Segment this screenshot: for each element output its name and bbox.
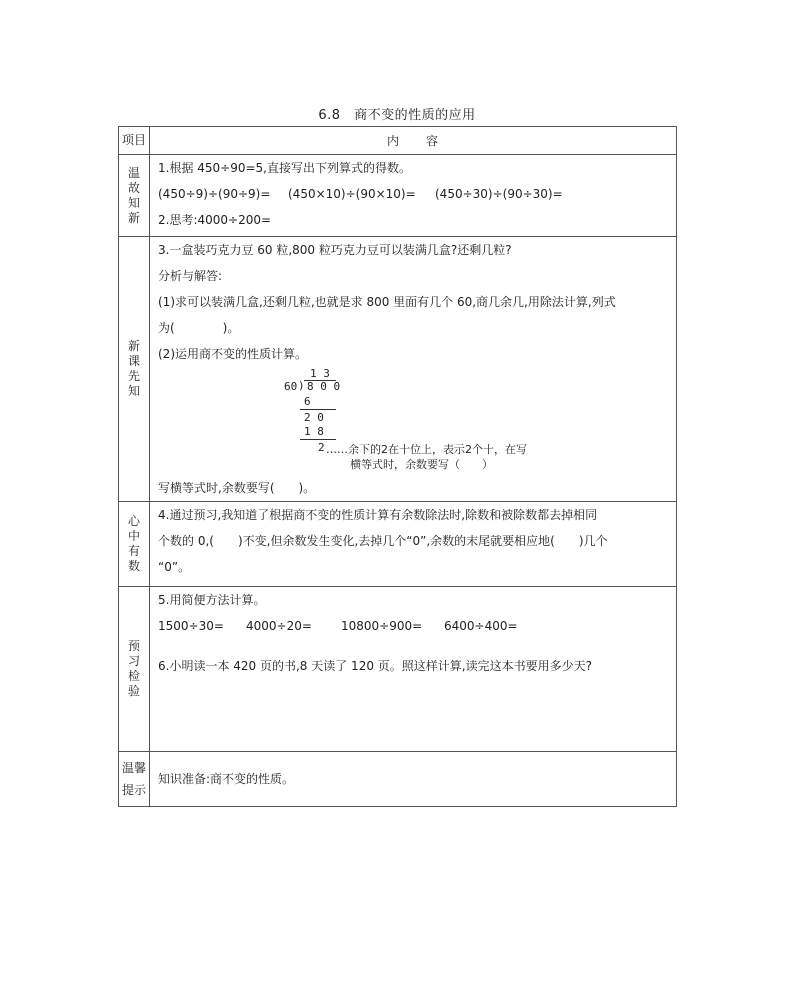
section-content-mind xyxy=(150,502,677,587)
division-divisor: 60 xyxy=(284,380,298,393)
long-division xyxy=(158,367,668,475)
section-content-tip xyxy=(150,752,677,807)
division-step-1: 6 xyxy=(304,395,311,408)
section-label-tip: 温馨提示 xyxy=(119,752,150,807)
worksheet-table xyxy=(118,126,677,807)
expression-3: (450÷30)÷(90÷30)= xyxy=(435,187,563,201)
answer-space-5 xyxy=(158,639,668,653)
tip-text: 知识准备:商不变的性质。 xyxy=(158,772,295,786)
section-content-check xyxy=(150,587,677,752)
section-label-new-lesson: 新课先知 xyxy=(119,237,150,502)
question-1-expressions xyxy=(158,181,668,207)
question-4-line-2: 个数的 0,( )不变,但余数发生变化,去掉几个“0”,余数的末尾就要相应地( )几个 xyxy=(158,534,608,548)
question-5: 5.用简便方法计算。 xyxy=(158,593,266,607)
header-item-label: 项目 xyxy=(119,127,150,155)
part-1-answer-blank: 为( )。 xyxy=(158,321,240,335)
analysis-heading: 分析与解答: xyxy=(158,269,223,283)
part-1-text: (1)求可以装满几盒,还剩几粒,也就是求 800 里面有几个 60,商几余几,用除法计算,列式 xyxy=(158,295,616,309)
page-title: 6.8 商不变的性质的应用 xyxy=(318,108,476,123)
division-note-2: 横等式时，余数要写（ ） xyxy=(350,458,493,471)
division-step-2: 2 0 xyxy=(304,411,324,424)
calc-4: 6400÷400= xyxy=(444,619,518,633)
division-note-1: ……余下的2在十位上，表示2个十，在写 xyxy=(326,443,527,456)
calc-2: 4000÷20= xyxy=(246,619,312,633)
remainder-statement: 写横等式时,余数要写( )。 xyxy=(158,481,316,495)
part-2-text: (2)运用商不变的性质计算。 xyxy=(158,347,307,361)
section-label-review: 温故知新 xyxy=(119,155,150,237)
section-new-lesson xyxy=(119,237,677,502)
question-4-line-1: 4.通过预习,我知道了根据商不变的性质计算有余数除法时,除数和被除数都去掉相同 xyxy=(158,508,598,522)
section-label-mind: 心中有数 xyxy=(119,502,150,587)
division-line-2 xyxy=(300,439,336,440)
division-line-1 xyxy=(300,409,336,410)
section-content-new-lesson xyxy=(150,237,677,502)
question-3: 3.一盒装巧克力豆 60 粒,800 粒巧克力豆可以装满几盒?还剩几粒? xyxy=(158,243,512,257)
section-label-check: 预习检验 xyxy=(119,587,150,752)
division-step-3: 1 8 xyxy=(304,425,324,438)
question-4-line-3: “0”。 xyxy=(158,560,191,574)
section-mind xyxy=(119,502,677,587)
question-5-expressions xyxy=(158,613,668,639)
question-2: 2.思考:4000÷200= xyxy=(158,213,272,227)
question-6: 6.小明读一本 420 页的书,8 天读了 120 页。照这样计算,读完这本书要用多少天? xyxy=(158,659,592,673)
division-remainder: 2 xyxy=(318,441,325,454)
header-content-label: 内 容 xyxy=(150,127,677,155)
table-header-row xyxy=(119,127,677,155)
division-quotient: 1 3 xyxy=(310,367,330,380)
section-review xyxy=(119,155,677,237)
division-bracket: ) xyxy=(298,379,305,392)
calc-3: 10800÷900= xyxy=(341,619,423,633)
expression-1: (450÷9)÷(90÷9)= xyxy=(158,187,271,201)
section-check xyxy=(119,587,677,752)
division-dividend: 8 0 0 xyxy=(307,380,341,393)
section-content-review xyxy=(150,155,677,237)
section-tip xyxy=(119,752,677,807)
expression-2: (450×10)÷(90×10)= xyxy=(288,187,416,201)
calc-1: 1500÷30= xyxy=(158,619,224,633)
question-1: 1.根据 450÷90=5,直接写出下列算式的得数。 xyxy=(158,161,411,175)
